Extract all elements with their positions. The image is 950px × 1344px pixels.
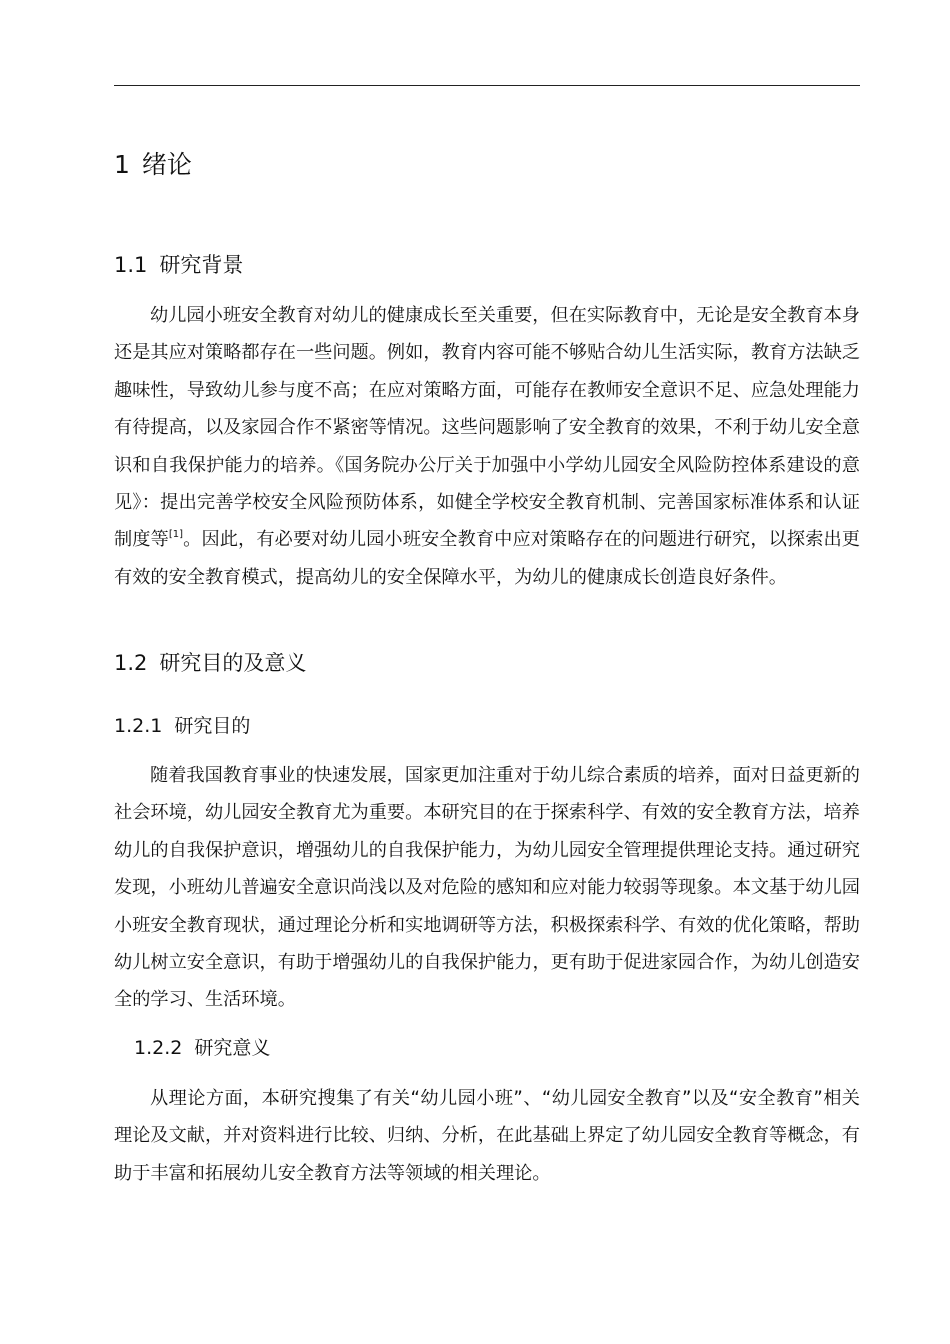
paragraph-text-continued: 。因此，有必要对幼儿园小班安全教育中应对策略存在的问题进行研究，以探索出更有效的安全教育模式，提高幼儿的安全保障水平，为幼儿的健康成长创造良好条件。	[114, 529, 860, 588]
section-1-1-number: 1.1	[114, 253, 148, 277]
chapter-heading	[114, 148, 192, 182]
section-1-2-heading	[114, 648, 306, 678]
header-rule	[114, 85, 860, 86]
section-1-2-1-heading	[114, 712, 250, 740]
section-1-1-heading	[114, 250, 243, 280]
section-1-2-title: 研究目的及意义	[159, 651, 307, 675]
section-1-2-number: 1.2	[114, 651, 148, 675]
section-1-2-2-title: 研究意义	[194, 1037, 271, 1059]
section-1-2-1-number: 1.2.1	[114, 715, 163, 737]
paragraph-text: 幼儿园小班安全教育对幼儿的健康成长至关重要，但在实际教育中，无论是安全教育本身还是其应对策略都存在一些问题。例如，教育内容可能不够贴合幼儿生活实际，教育方法缺乏趣味性，导致幼儿参与度不高；在应对策略方面，可能存在教师安全意识不足、应急处理能力有待提高，以及家园合作不紧密等情况。这些问题影响了安全教育的效果，不利于幼儿安全意识和自我保护能力的培养。《国务院办公厅关于加强中小学幼儿园安全风险防控体系建设的意见》：提出完善学校安全风险预防体系，如健全学校安全教育机制、完善国家标准体系和认证制度等	[114, 305, 860, 551]
section-1-2-1-title: 研究目的	[174, 715, 251, 737]
section-1-1-paragraph	[114, 297, 860, 596]
chapter-title: 绪论	[141, 150, 192, 179]
section-1-1-title: 研究背景	[159, 253, 244, 277]
section-1-2-2-heading	[134, 1034, 270, 1062]
section-1-2-2-paragraph: 从理论方面，本研究搜集了有关“幼儿园小班”、“幼儿园安全教育”以及“安全教育”相关理论及文献，并对资料进行比较、归纳、分析，在此基础上界定了幼儿园安全教育等概念，有助于丰富和拓展幼儿安全教育方法等领域的相关理论。	[114, 1088, 860, 1184]
reference-mark: [1]	[168, 529, 184, 541]
section-1-2-1-paragraph: 随着我国教育事业的快速发展，国家更加注重对于幼儿综合素质的培养，面对日益更新的社会环境，幼儿园安全教育尤为重要。本研究目的在于探索科学、有效的安全教育方法，培养幼儿的自我保护意识，增强幼儿的自我保护能力，为幼儿园安全管理提供理论支持。通过研究发现，小班幼儿普遍安全意识尚浅以及对危险的感知和应对能力较弱等现象。本文基于幼儿园小班安全教育现状，通过理论分析和实地调研等方法，积极探索科学、有效的优化策略，帮助幼儿树立安全意识，有助于增强幼儿的自我保护能力，更有助于促进家园合作，为幼儿创造安全的学习、生活环境。	[114, 765, 860, 1011]
section-1-2-2-number: 1.2.2	[134, 1037, 183, 1059]
chapter-number: 1	[114, 150, 130, 179]
